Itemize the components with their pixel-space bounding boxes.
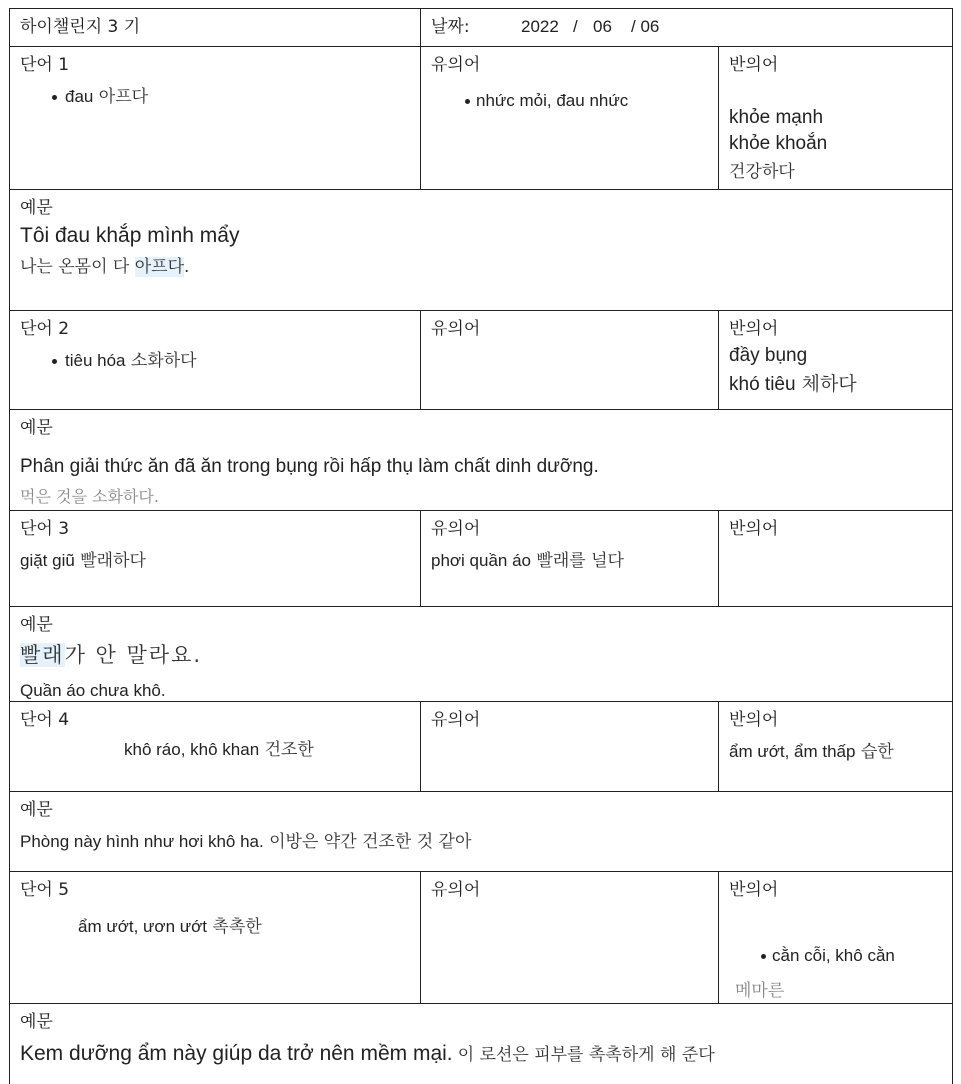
word-cell-4	[10, 702, 420, 791]
example-cell-4	[10, 792, 952, 871]
header-row	[9, 8, 953, 47]
synonym-cell-3	[420, 511, 718, 606]
word-cell-5	[10, 872, 420, 1003]
date-sep: /	[573, 17, 578, 36]
antonym-label: 반의어	[729, 880, 779, 900]
antonym-ko: 건강하다	[729, 162, 795, 182]
word-row-5	[9, 872, 953, 1004]
synonym-cell-4	[420, 702, 718, 791]
synonym-label: 유의어	[431, 880, 481, 900]
synonym-cell-1	[420, 47, 718, 189]
synonym-cell-5	[420, 872, 718, 1003]
example-text: Phòng này hình như hơi khô ha. 이방은 약간 건조한 것 같아	[20, 832, 472, 852]
date-day: / 06	[631, 17, 660, 36]
date-month: 06	[593, 17, 612, 36]
word-cell-3	[10, 511, 420, 606]
antonym-item: cằn cỗi, khô cằn	[761, 944, 895, 968]
bullet-icon	[761, 954, 766, 959]
example-label: 예문	[20, 198, 53, 218]
bullet-icon	[52, 95, 57, 100]
word-label: 단어 5	[20, 880, 70, 900]
word-item: giặt giũ 빨래하다	[20, 551, 146, 571]
bullet-icon	[52, 359, 57, 364]
example-row-2	[9, 410, 953, 511]
synonym-label: 유의어	[431, 55, 481, 75]
example-cell-5	[10, 1004, 952, 1084]
word-cell-2	[10, 311, 420, 409]
synonym-label: 유의어	[431, 710, 481, 730]
synonym-label: 유의어	[431, 319, 481, 339]
date-cell	[420, 9, 952, 46]
example-cell-1	[10, 190, 952, 310]
word-label: 단어 2	[20, 319, 70, 339]
example-label: 예문	[20, 418, 53, 438]
word-item: đau 아프다	[52, 85, 148, 109]
antonym-label: 반의어	[729, 519, 779, 539]
antonym-cell-2	[718, 311, 952, 409]
example-row-3	[9, 607, 953, 702]
example-ko: 먹은 것을 소화하다.	[20, 487, 159, 506]
date-year: 2022	[521, 17, 559, 36]
antonym-label: 반의어	[729, 319, 779, 339]
synonym-cell-2	[420, 311, 718, 409]
date-label: 날짜:	[431, 17, 470, 37]
word-row-2	[9, 311, 953, 410]
example-ko: 빨래가 안 말라요.	[20, 643, 203, 667]
word-row-4	[9, 702, 953, 792]
word-item: tiêu hóa 소화하다	[52, 349, 197, 373]
example-row-5	[9, 1004, 953, 1084]
example-text: Kem dưỡng ẩm này giúp da trở nên mềm mại. 이 로션은 피부를 촉촉하게 해 준다	[20, 1042, 715, 1065]
example-row-4	[9, 792, 953, 872]
example-vi: Phân giải thức ăn đã ăn trong bụng rồi hấp thụ làm chất dinh dưỡng.	[20, 456, 599, 477]
example-cell-2	[10, 410, 952, 510]
antonym-text: ẩm ướt, ẩm thấp 습한	[729, 742, 894, 762]
antonym-text: khó tiêu 체하다	[729, 373, 857, 395]
antonym-text: khỏe mạnh	[729, 107, 824, 128]
word-row-1	[9, 47, 953, 190]
word-row-3	[9, 511, 953, 607]
example-ko: 나는 온몸이 다 아프다.	[20, 257, 190, 277]
word-label: 단어 4	[20, 710, 70, 730]
antonym-cell-4	[718, 702, 952, 791]
example-label: 예문	[20, 800, 53, 820]
word-label: 단어 3	[20, 519, 70, 539]
synonym-label: 유의어	[431, 519, 481, 539]
antonym-cell-5	[718, 872, 952, 1003]
word-label: 단어 1	[20, 55, 70, 75]
antonym-cell-1	[718, 47, 952, 189]
example-label: 예문	[20, 1012, 53, 1032]
antonym-ko: 메마른	[735, 981, 785, 1001]
bullet-icon	[465, 99, 470, 104]
word-item: ẩm ướt, ươn ướt 촉촉한	[78, 917, 262, 937]
example-vi: Quần áo chưa khô.	[20, 681, 166, 700]
antonym-cell-3	[718, 511, 952, 606]
antonym-text: khỏe khoắn	[729, 133, 828, 154]
example-cell-3	[10, 607, 952, 701]
antonym-text: đầy bụng	[729, 345, 808, 366]
antonym-label: 반의어	[729, 710, 779, 730]
word-item: khô ráo, khô khan 건조한	[124, 740, 314, 760]
example-vi: Tôi đau khắp mình mẩy	[20, 224, 240, 247]
example-row-1	[9, 190, 953, 311]
example-label: 예문	[20, 615, 53, 635]
synonym-item: nhức mỏi, đau nhức	[465, 89, 628, 113]
page-title: 하이챌린지 3 기	[20, 17, 141, 37]
synonym-item: phơi quần áo 빨래를 널다	[431, 551, 624, 571]
title-cell	[10, 9, 420, 46]
antonym-label: 반의어	[729, 55, 779, 75]
word-cell-1	[10, 47, 420, 189]
